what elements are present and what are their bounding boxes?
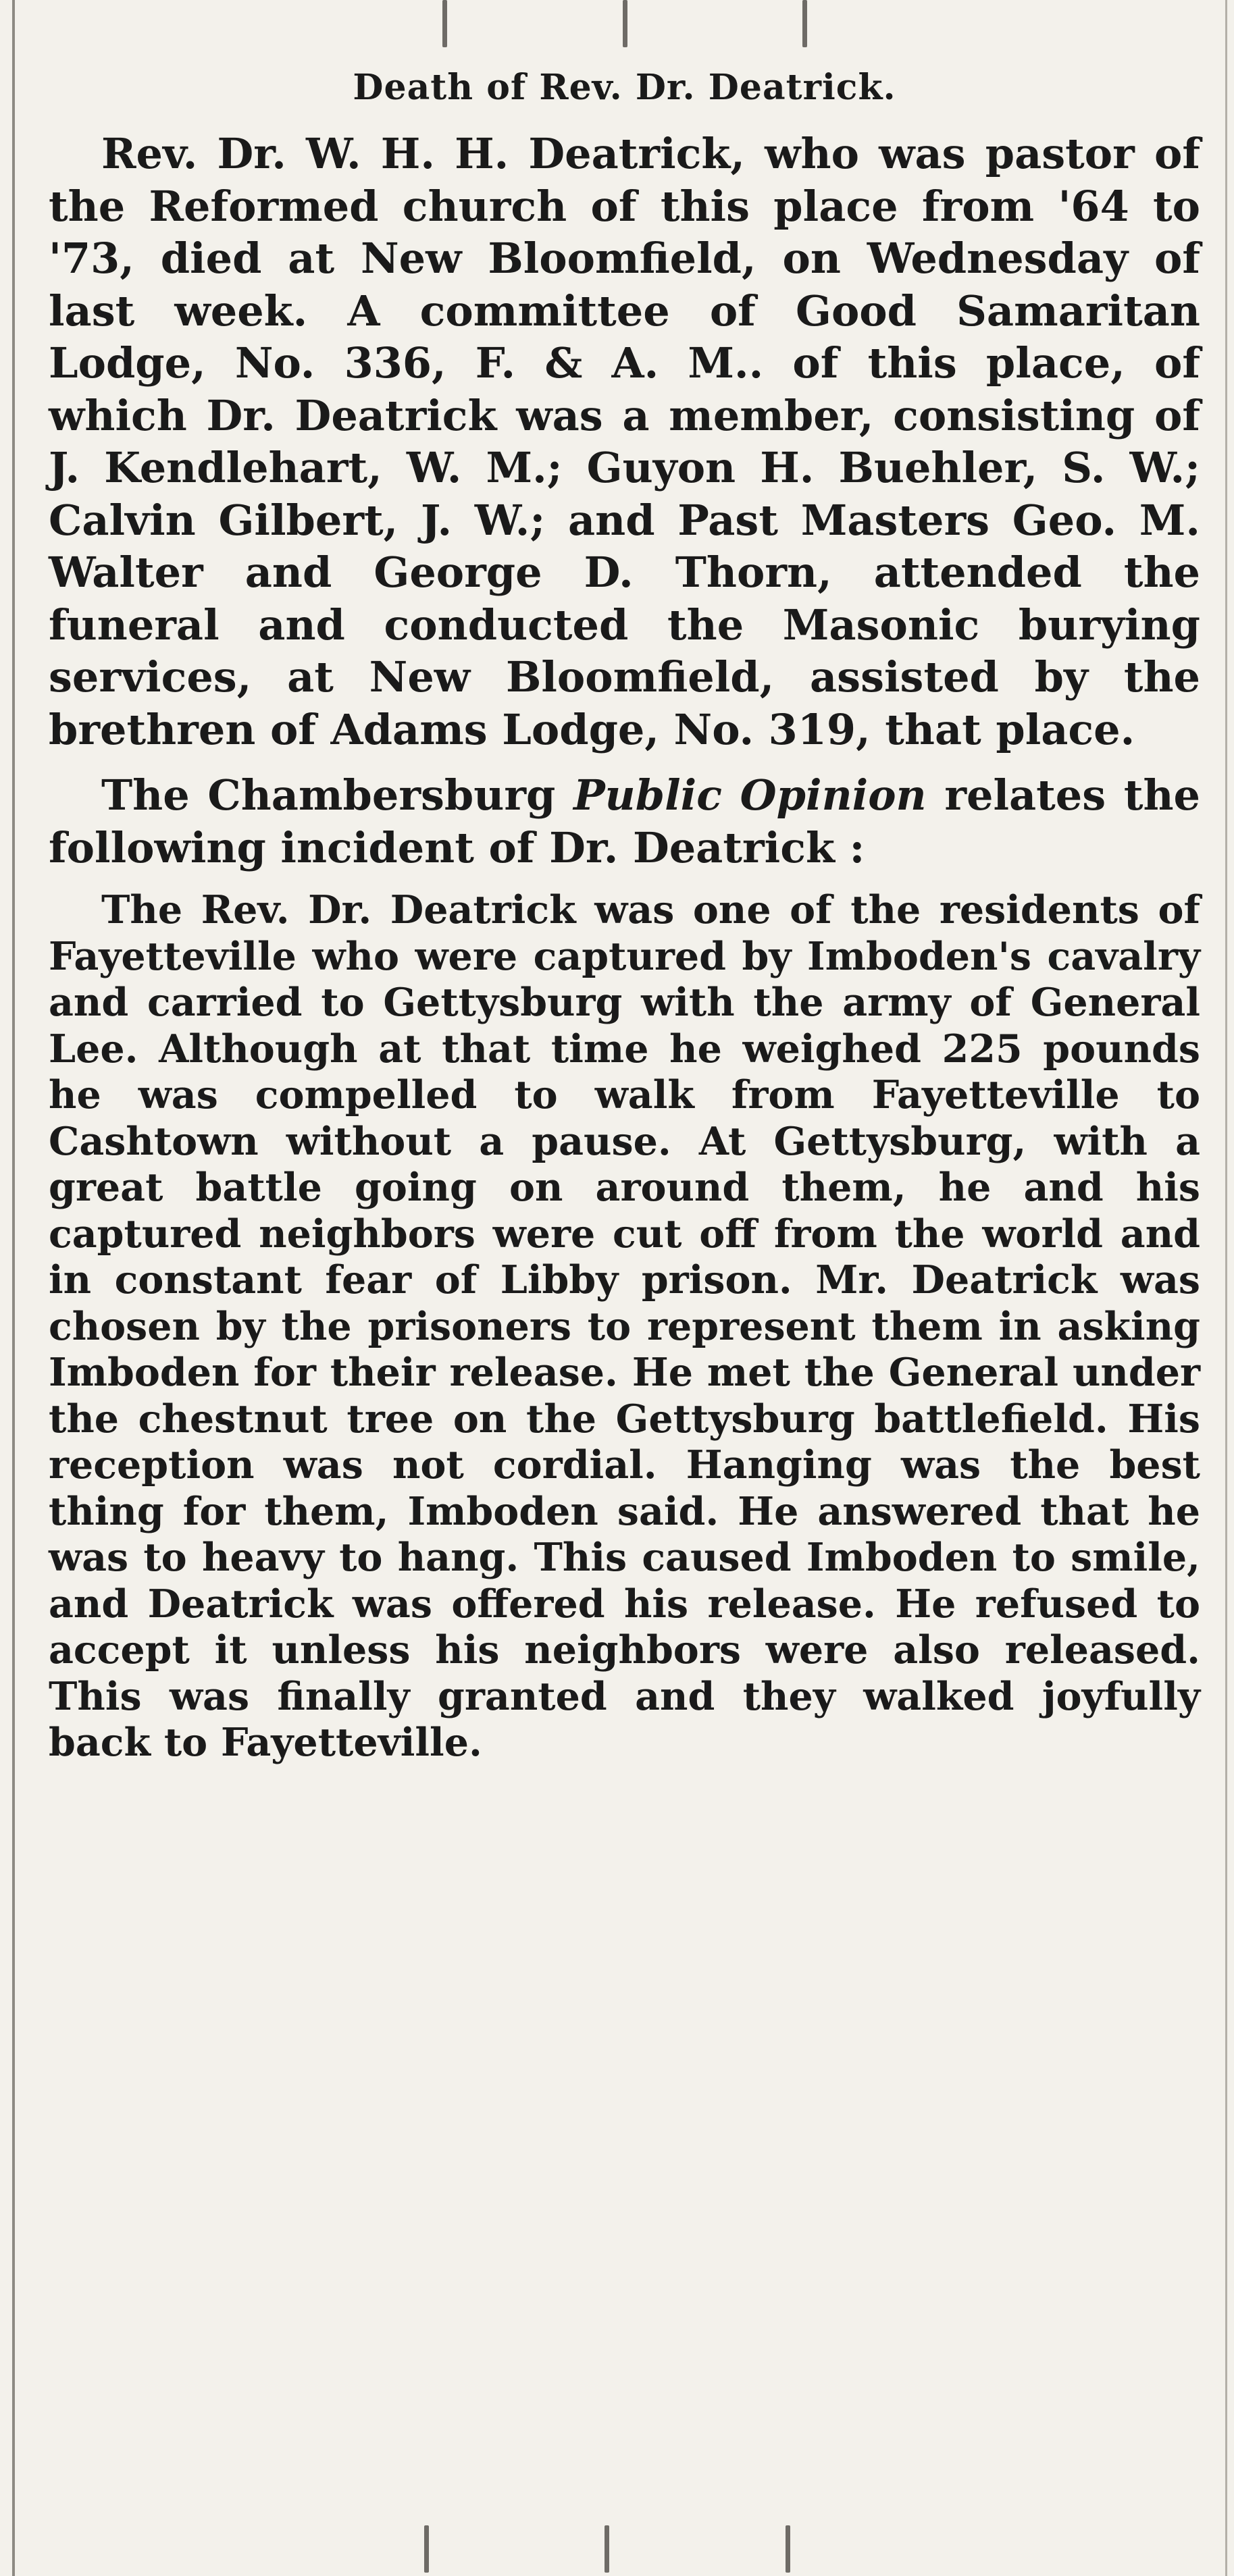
divider-mark [802,0,807,47]
top-divider-marks [0,0,1234,47]
news-article [49,64,1200,1766]
right-column-rule [1225,0,1227,2576]
left-column-rule [12,0,15,2576]
article-headline: Death of Rev. Dr. Deatrick. [353,67,896,108]
divider-mark [623,0,627,47]
newspaper-title: Public Opinion [573,770,927,820]
divider-mark [786,2525,790,2573]
paragraph-2-text-end: relates the following incident of Dr. Deatrick : [49,770,1201,872]
bottom-divider-marks [0,2525,1234,2573]
divider-mark [424,2525,429,2573]
article-paragraph-1: Rev. Dr. W. H. H. Deatrick, who was pastor of the Reformed church of this place from '64 to '73, died at New Bloomfield, on Wednesday of last week. A committee of Good Samaritan Lodge, No. 336, F. & A. M.. of this place, of which Dr. Deatrick was a member, consisting of J. Kendlehart, W. M.; Guyon H. Buehler, S. W.; Calvin Gilbert, J. W.; and Past Masters Geo. M. Walter and George D. Thorn, attended the funeral and conducted the Masonic burying services, at New Bloomfield, assisted by the brethren of Adams Lodge, No. 319, that place. [49,129,1200,754]
divider-mark [442,0,447,47]
article-paragraph-2 [49,769,1200,874]
article-paragraph-3: The Rev. Dr. Deatrick was one of the residents of Fayetteville who were captured by Imboden's cavalry and carried to Gettysburg with the army of General Lee. Although at that time he weighed 225 pounds he was compelled to walk from Fayetteville to Cashtown without a pause. At Gettysburg, with a great battle going on around them, he and his captured neighbors were cut off from the world and in constant fear of Libby prison. Mr. Deatrick was chosen by the prisoners to represent them in asking Imboden for their release. He met the General under the chestnut tree on the Gettysburg battlefield. His reception was not cordial. Hanging was the best thing for them, Imboden said. He answered that he was to heavy to hang. This caused Imboden to smile, and Deatrick was offered his release. He refused to accept it unless his neighbors were also released. This was finally granted and they walked joyfully back to Fayetteville. [49,887,1200,1765]
paragraph-2-text-start: The Chambersburg [101,770,574,820]
divider-mark [605,2525,609,2573]
